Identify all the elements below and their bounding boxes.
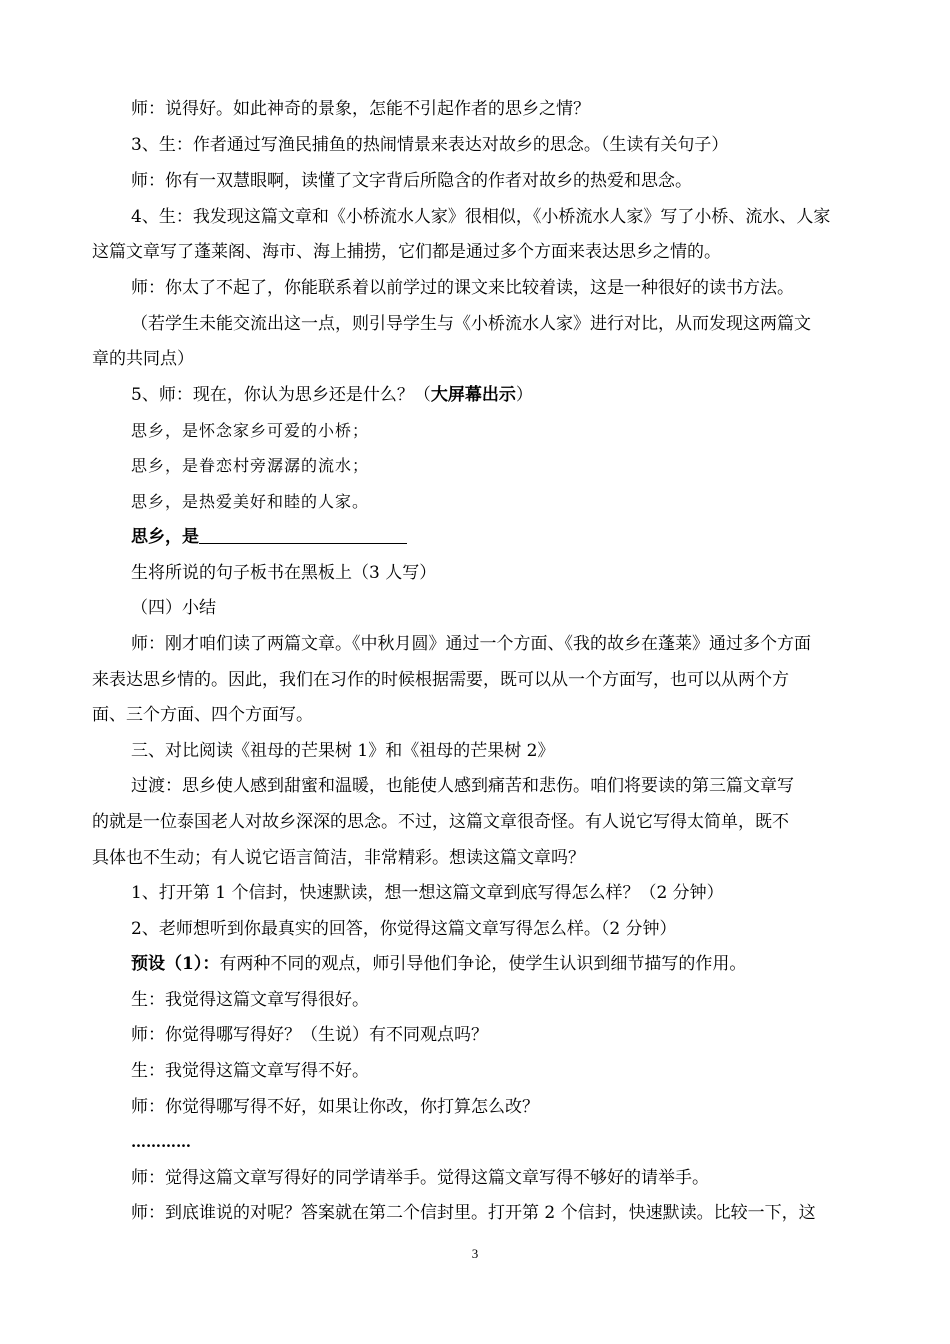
paragraph: 师：觉得这篇文章写得好的同学请举手。觉得这篇文章写得不够好的请举手。 bbox=[131, 1168, 709, 1188]
paragraph-continuation: 面、三个方面、四个方面写。 bbox=[92, 705, 313, 725]
paragraph: 师：到底谁说的对呢？答案就在第二个信封里。打开第 2 个信封，快速默读。比较一下，这 bbox=[131, 1203, 816, 1223]
paragraph: 过渡：思乡使人感到甜蜜和温暖，也能使人感到痛苦和悲伤。咱们将要读的第三篇文章写 bbox=[131, 776, 794, 796]
section-heading: 三、对比阅读《祖母的芒果树 1》和《祖母的芒果树 2》 bbox=[131, 741, 555, 761]
paragraph: 师：你觉得哪写得好？（生说）有不同观点吗？ bbox=[131, 1025, 488, 1045]
quote-line: 思乡，是热爱美好和睦的人家。 bbox=[131, 492, 370, 511]
paragraph: 生：我觉得这篇文章写得不好。 bbox=[131, 1061, 369, 1081]
paragraph-continuation: 来表达思乡情的。因此，我们在习作的时候根据需要，既可以从一个方面写，也可以从两个方 bbox=[92, 670, 789, 690]
bold-text: 预设（1）： bbox=[131, 954, 220, 974]
paragraph: 生：我觉得这篇文章写得很好。 bbox=[131, 990, 369, 1010]
paragraph: 师：你太了不起了，你能联系着以前学过的课文来比较着读，这是一种很好的读书方法。 bbox=[131, 278, 794, 298]
quote-line: 思乡，是眷恋村旁潺潺的流水； bbox=[131, 456, 370, 475]
fill-in-line: 思乡，是 bbox=[131, 525, 862, 549]
paragraph-with-bold: 预设（1）：有两种不同的观点，师引导他们争论，使学生认识到细节描写的作用。 bbox=[131, 954, 747, 974]
section-heading: （四）小结 bbox=[131, 598, 216, 618]
paragraph: 3、生：作者通过写渔民捕鱼的热闹情景来表达对故乡的思念。（生读有关句子） bbox=[131, 135, 729, 155]
paragraph: 生将所说的句子板书在黑板上（3 人写） bbox=[131, 563, 437, 583]
paragraph-continuation: 具体也不生动；有人说它语言简洁，非常精彩。想读这篇文章吗？ bbox=[92, 848, 585, 868]
paragraph: 师：你觉得哪写得不好，如果让你改，你打算怎么改？ bbox=[131, 1097, 539, 1117]
paragraph-continuation: 这篇文章写了蓬莱阁、海市、海上捕捞，它们都是通过多个方面来表达思乡之情的。 bbox=[92, 242, 721, 262]
paragraph: 师：刚才咱们读了两篇文章。《中秋月圆》通过一个方面、《我的故乡在蓬莱》通过多个方面 bbox=[131, 634, 811, 654]
paragraph: 4、生：我发现这篇文章和《小桥流水人家》很相似，《小桥流水人家》写了小桥、流水、人家 bbox=[131, 207, 831, 227]
paragraph: 师：说得好。如此神奇的景象，怎能不引起作者的思乡之情？ bbox=[131, 99, 590, 119]
page-number: 3 bbox=[471, 1246, 479, 1261]
paragraph-with-bold: 5、师：现在，你认为思乡还是什么？（大屏幕出示） bbox=[131, 385, 533, 405]
paragraph: 1、打开第 1 个信封，快速默读，想一想这篇文章到底写得怎么样？（2 分钟） bbox=[131, 883, 724, 903]
bold-text: 大屏幕出示 bbox=[430, 385, 516, 405]
paragraph: 师：你有一双慧眼啊，读懂了文字背后所隐含的作者对故乡的热爱和思念。 bbox=[131, 171, 692, 191]
paragraph: （若学生未能交流出这一点，则引导学生与《小桥流水人家》进行对比，从而发现这两篇文 bbox=[131, 314, 811, 334]
paragraph-continuation: 的就是一位泰国老人对故乡深深的思念。不过，这篇文章很奇怪。有人说它写得太简单，既不 bbox=[92, 812, 789, 832]
paragraph: 2、老师想听到你最真实的回答，你觉得这篇文章写得怎么样。（2 分钟） bbox=[131, 919, 677, 939]
fill-in-blank bbox=[199, 525, 407, 544]
quote-line: 思乡，是怀念家乡可爱的小桥； bbox=[131, 421, 370, 440]
ellipsis: ………… bbox=[131, 1133, 191, 1151]
paragraph-continuation: 章的共同点） bbox=[92, 349, 194, 369]
